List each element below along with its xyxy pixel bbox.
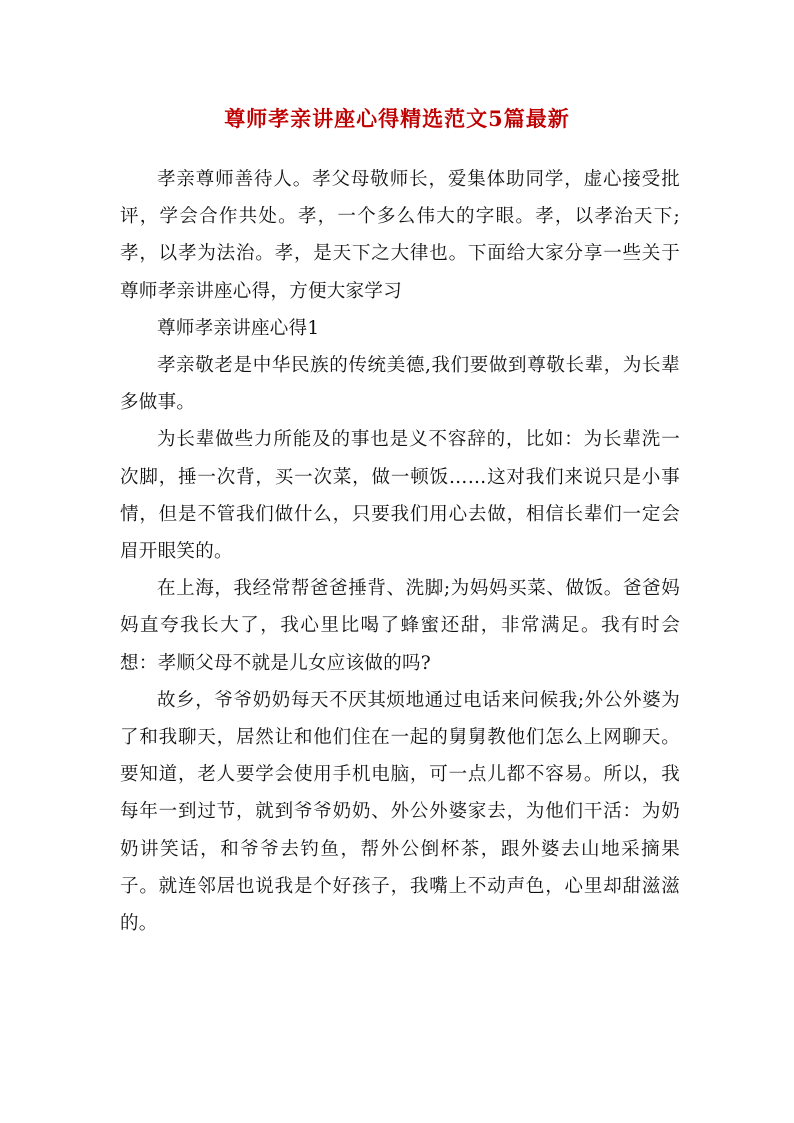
document-body bbox=[120, 161, 680, 942]
body-paragraph: 故乡，爷爷奶奶每天不厌其烦地通过电话来问候我;外公外婆为了和我聊天，居然让和他们住在一起的舅舅教他们怎么上网聊天。要知道，老人要学会使用手机电脑，可一点儿都不容易。所以，我每年一到过节，就到爷爷奶奶、外公外婆家去，为他们干活：为奶奶讲笑话，和爷爷去钓鱼，帮外公倒杯茶，跟外婆去山地采摘果子。就连邻居也说我是个好孩子，我嘴上不动声色，心里却甜滋滋的。 bbox=[120, 689, 680, 935]
body-paragraph: 孝亲敬老是中华民族的传统美德,我们要做到尊敬长辈，为长辈多做事。 bbox=[120, 355, 680, 414]
document-title: 尊师孝亲讲座心得精选范文5篇最新 bbox=[224, 106, 570, 131]
intro-paragraph: 孝亲尊师善待人。孝父母敬师长，爱集体助同学，虚心接受批评，学会合作共处。孝，一个多么伟大的字眼。孝，以孝治天下;孝，以孝为法治。孝，是天下之大律也。下面给大家分享一些关于尊师孝亲讲座心得，方便大家学习 bbox=[120, 169, 680, 302]
body-paragraph: 为长辈做些力所能及的事也是义不容辞的，比如：为长辈洗一次脚，捶一次背，买一次菜，做一顿饭……这对我们来说只是小事情，但是不管我们做什么，只要我们用心去做，相信长辈们一定会眉开眼笑的。 bbox=[120, 429, 680, 563]
section-heading: 尊师孝亲讲座心得1 bbox=[157, 317, 320, 339]
body-paragraph: 在上海，我经常帮爸爸捶背、洗脚;为妈妈买菜、做饭。爸爸妈妈直夸我长大了，我心里比喝了蜂蜜还甜，非常满足。我有时会想：孝顺父母不就是儿女应该做的吗? bbox=[120, 578, 680, 674]
